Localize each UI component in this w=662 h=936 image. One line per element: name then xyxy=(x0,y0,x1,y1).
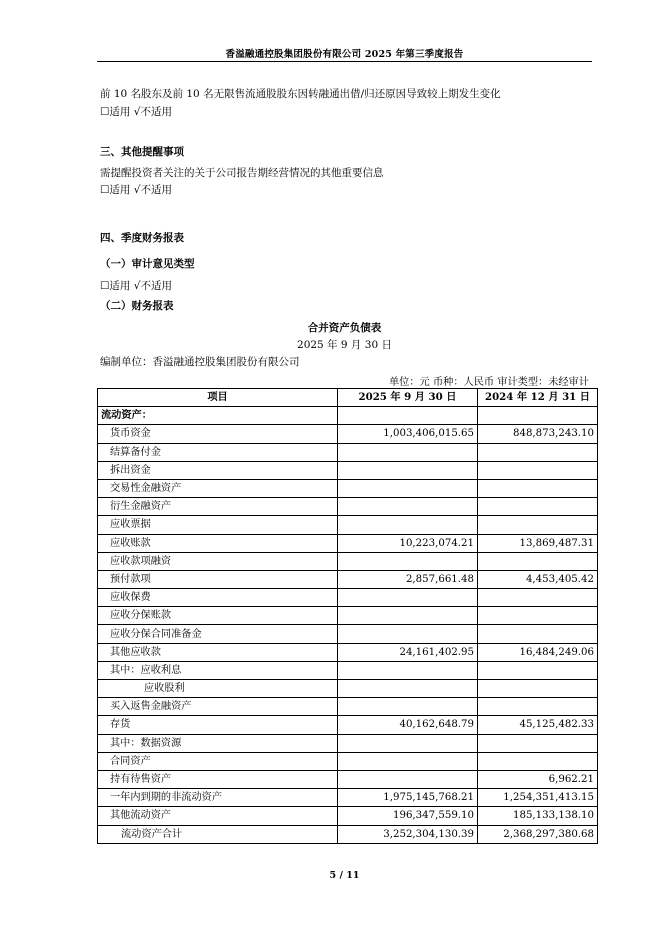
statement-title: 合并资产负债表 xyxy=(307,322,382,334)
table-row xyxy=(98,643,598,661)
table-row xyxy=(98,570,598,588)
row-label: 应收账款 xyxy=(98,534,338,552)
row-label: 衍生金融资产 xyxy=(98,498,338,516)
column-header-current: 2025 年 9 月 30 日 xyxy=(338,389,478,407)
row-label: 其中：数据资源 xyxy=(98,734,338,752)
row-value-prior xyxy=(478,625,598,643)
row-label: 持有待售资产 xyxy=(98,770,338,788)
row-label: 应收股利 xyxy=(98,680,338,698)
section-4-title: 四、季度财务报表 xyxy=(100,232,184,244)
row-value-prior xyxy=(478,516,598,534)
table-row xyxy=(98,607,598,625)
row-label: 流动资产： xyxy=(98,407,338,425)
row-value-current xyxy=(338,516,478,534)
section-4-sub-2: （二）财务报表 xyxy=(100,300,174,312)
table-row xyxy=(98,770,598,788)
row-value-prior xyxy=(478,589,598,607)
table-row xyxy=(98,680,598,698)
row-value-current xyxy=(338,498,478,516)
table-row xyxy=(98,698,598,716)
intro-line-2: ☐适用 √不适用 xyxy=(100,106,172,118)
row-value-prior xyxy=(478,607,598,625)
statement-date: 2025 年 9 月 30 日 xyxy=(297,339,392,351)
row-label: 货币资金 xyxy=(98,425,338,443)
row-value-current: 1,975,145,768.21 xyxy=(338,789,478,807)
row-value-current xyxy=(338,752,478,770)
row-label: 交易性金融资产 xyxy=(98,479,338,497)
row-value-prior: 6,962.21 xyxy=(478,770,598,788)
row-value-current: 1,003,406,015.65 xyxy=(338,425,478,443)
row-label: 拆出资金 xyxy=(98,461,338,479)
row-value-current xyxy=(338,407,478,425)
page-number: 5 / 11 xyxy=(329,870,360,881)
row-label: 合同资产 xyxy=(98,752,338,770)
row-label: 其中：应收利息 xyxy=(98,661,338,679)
row-value-prior: 848,873,243.10 xyxy=(478,425,598,443)
statement-preparer: 编制单位：香溢融通控股集团股份有限公司 xyxy=(100,356,300,368)
row-label: 存货 xyxy=(98,716,338,734)
row-label: 应收款项融资 xyxy=(98,552,338,570)
row-value-prior xyxy=(478,443,598,461)
table-row xyxy=(98,552,598,570)
row-value-prior: 13,869,487.31 xyxy=(478,534,598,552)
row-value-current: 2,857,661.48 xyxy=(338,570,478,588)
row-value-prior xyxy=(478,498,598,516)
row-value-prior xyxy=(478,734,598,752)
row-label: 流动资产合计 xyxy=(98,825,338,843)
row-value-current xyxy=(338,461,478,479)
table-row xyxy=(98,425,598,443)
table-row xyxy=(98,443,598,461)
table-row xyxy=(98,661,598,679)
header-rule xyxy=(97,61,592,62)
row-value-current: 3,252,304,130.39 xyxy=(338,825,478,843)
row-value-prior xyxy=(478,680,598,698)
row-value-prior: 45,125,482.33 xyxy=(478,716,598,734)
row-value-prior: 4,453,405.42 xyxy=(478,570,598,588)
row-value-current xyxy=(338,661,478,679)
column-header-item: 项目 xyxy=(98,389,338,407)
row-value-prior: 185,133,138.10 xyxy=(478,807,598,825)
table-row xyxy=(98,534,598,552)
row-value-current xyxy=(338,552,478,570)
table-row xyxy=(98,734,598,752)
row-value-prior xyxy=(478,752,598,770)
row-value-prior xyxy=(478,552,598,570)
row-value-current xyxy=(338,698,478,716)
table-row xyxy=(98,716,598,734)
row-value-current xyxy=(338,589,478,607)
table-row xyxy=(98,479,598,497)
section-3-title: 三、其他提醒事项 xyxy=(100,146,184,158)
table-row xyxy=(98,825,598,843)
row-label: 一年内到期的非流动资产 xyxy=(98,789,338,807)
row-value-current: 10,223,074.21 xyxy=(338,534,478,552)
row-label: 应收分保合同准备金 xyxy=(98,625,338,643)
row-value-current xyxy=(338,443,478,461)
row-value-current xyxy=(338,770,478,788)
table-header-row xyxy=(98,389,598,407)
row-value-prior xyxy=(478,479,598,497)
section-4-sub-1: （一）审计意见类型 xyxy=(100,258,195,270)
row-value-prior xyxy=(478,461,598,479)
table-row xyxy=(98,752,598,770)
row-label: 应收保费 xyxy=(98,589,338,607)
row-label: 预付款项 xyxy=(98,570,338,588)
section-4-sub-1-line: ☐适用 √不适用 xyxy=(100,280,172,292)
row-value-current xyxy=(338,479,478,497)
table-row xyxy=(98,625,598,643)
row-label: 结算备付金 xyxy=(98,443,338,461)
table-row xyxy=(98,498,598,516)
section-3-line-1: 需提醒投资者关注的关于公司报告期经营情况的其他重要信息 xyxy=(100,167,384,179)
row-label: 应收票据 xyxy=(98,516,338,534)
column-header-prior: 2024 年 12 月 31 日 xyxy=(478,389,598,407)
statement-meta: 单位：元 币种：人民币 审计类型：未经审计 xyxy=(388,377,589,388)
report-header: 香溢融通控股集团股份有限公司 2025 年第三季度报告 xyxy=(225,49,464,60)
row-value-current xyxy=(338,680,478,698)
table-row xyxy=(98,407,598,425)
balance-sheet-table xyxy=(97,388,598,844)
row-value-current xyxy=(338,607,478,625)
row-value-current: 40,162,648.79 xyxy=(338,716,478,734)
row-value-current xyxy=(338,625,478,643)
row-value-prior xyxy=(478,661,598,679)
row-value-current: 24,161,402.95 xyxy=(338,643,478,661)
intro-line-1: 前 10 名股东及前 10 名无限售流通股股东因转融通出借/归还原因导致较上期发生变化 xyxy=(100,88,501,100)
section-3-line-2: ☐适用 √不适用 xyxy=(100,184,172,196)
table-row xyxy=(98,461,598,479)
row-label: 买入返售金融资产 xyxy=(98,698,338,716)
row-label: 其他流动资产 xyxy=(98,807,338,825)
row-label: 其他应收款 xyxy=(98,643,338,661)
table-row xyxy=(98,807,598,825)
row-value-current xyxy=(338,734,478,752)
row-label: 应收分保账款 xyxy=(98,607,338,625)
row-value-prior: 1,254,351,413.15 xyxy=(478,789,598,807)
table-row xyxy=(98,589,598,607)
row-value-prior xyxy=(478,698,598,716)
row-value-prior xyxy=(478,407,598,425)
row-value-current: 196,347,559.10 xyxy=(338,807,478,825)
table-row xyxy=(98,789,598,807)
table-row xyxy=(98,516,598,534)
row-value-prior: 2,368,297,380.68 xyxy=(478,825,598,843)
row-value-prior: 16,484,249.06 xyxy=(478,643,598,661)
